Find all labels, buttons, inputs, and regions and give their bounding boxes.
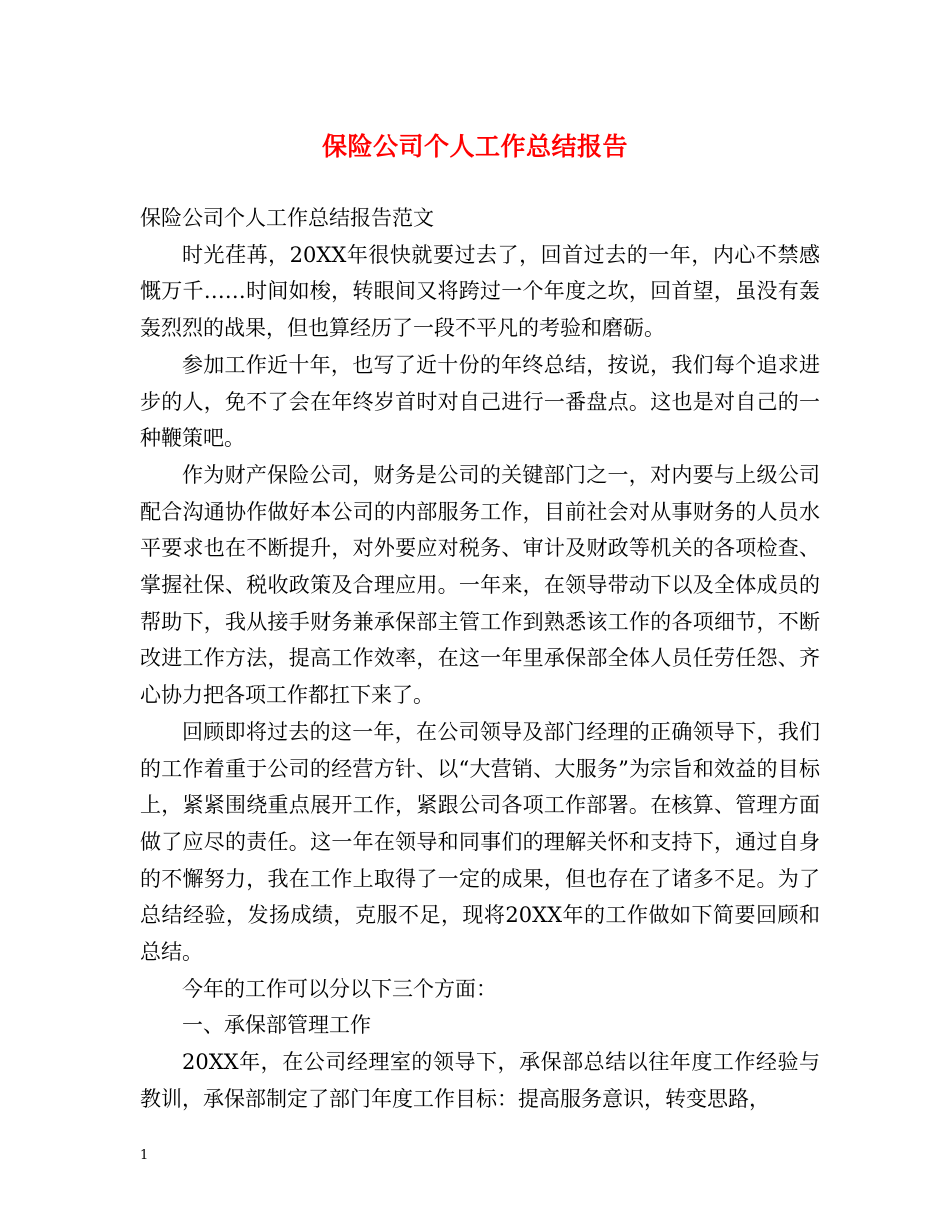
document-body: [140, 200, 820, 1118]
body-paragraph: 参加工作近十年，也写了近十份的年终总结，按说，我们每个追求进步的人，免不了会在年终岁首时对自己进行一番盘点。这也是对自己的一种鞭策吧。: [140, 352, 820, 451]
body-paragraph: 今年的工作可以分以下三个方面：: [182, 976, 497, 1001]
section-heading: 一、承保部管理工作: [182, 1013, 371, 1038]
body-paragraph: 回顾即将过去的这一年，在公司领导及部门经理的正确领导下，我们的工作着重于公司的经营方针、以“大营销、大服务”为宗旨和效益的目标上，紧紧围绕重点展开工作，紧跟公司各项工作部署。在核算、管理方面做了应尽的责任。这一年在领导和同事们的理解关怀和支持下，通过自身的不懈努力，我在工作上取得了一定的成果，但也存在了诸多不足。为了总结经验，发扬成绩，克服不足，现将20XX年的工作做如下简要回顾和总结。: [140, 719, 820, 965]
body-paragraph: 时光荏苒，20XX年很快就要过去了，回首过去的一年，内心不禁感慨万千……时间如梭，转眼间又将跨过一个年度之坎，回首望，虽没有轰轰烈烈的战果，但也算经历了一段不平凡的考验和磨砺。: [140, 242, 820, 341]
document-title: 保险公司个人工作总结报告: [321, 132, 628, 161]
body-paragraph: 作为财产保险公司，财务是公司的关键部门之一，对内要与上级公司配合沟通协作做好本公司的内部服务工作，目前社会对从事财务的人员水平要求也在不断提升，对外要应对税务、审计及财政等机关的各项检查、掌握社保、税收政策及合理应用。一年来，在领导带动下以及全体成员的帮助下，我从接手财务兼承保部主管工作到熟悉该工作的各项细节，不断改进工作方法，提高工作效率，在这一年里承保部全体人员任劳任怨、齐心协力把各项工作都扛下来了。: [140, 462, 820, 708]
page-number: 1: [140, 1148, 149, 1163]
body-paragraph: 20XX年，在公司经理室的领导下，承保部总结以往年度工作经验与教训，承保部制定了部门年度工作目标：提高服务意识，转变思路，: [140, 1050, 820, 1111]
subtitle-paragraph: 保险公司个人工作总结报告范文: [140, 206, 434, 230]
